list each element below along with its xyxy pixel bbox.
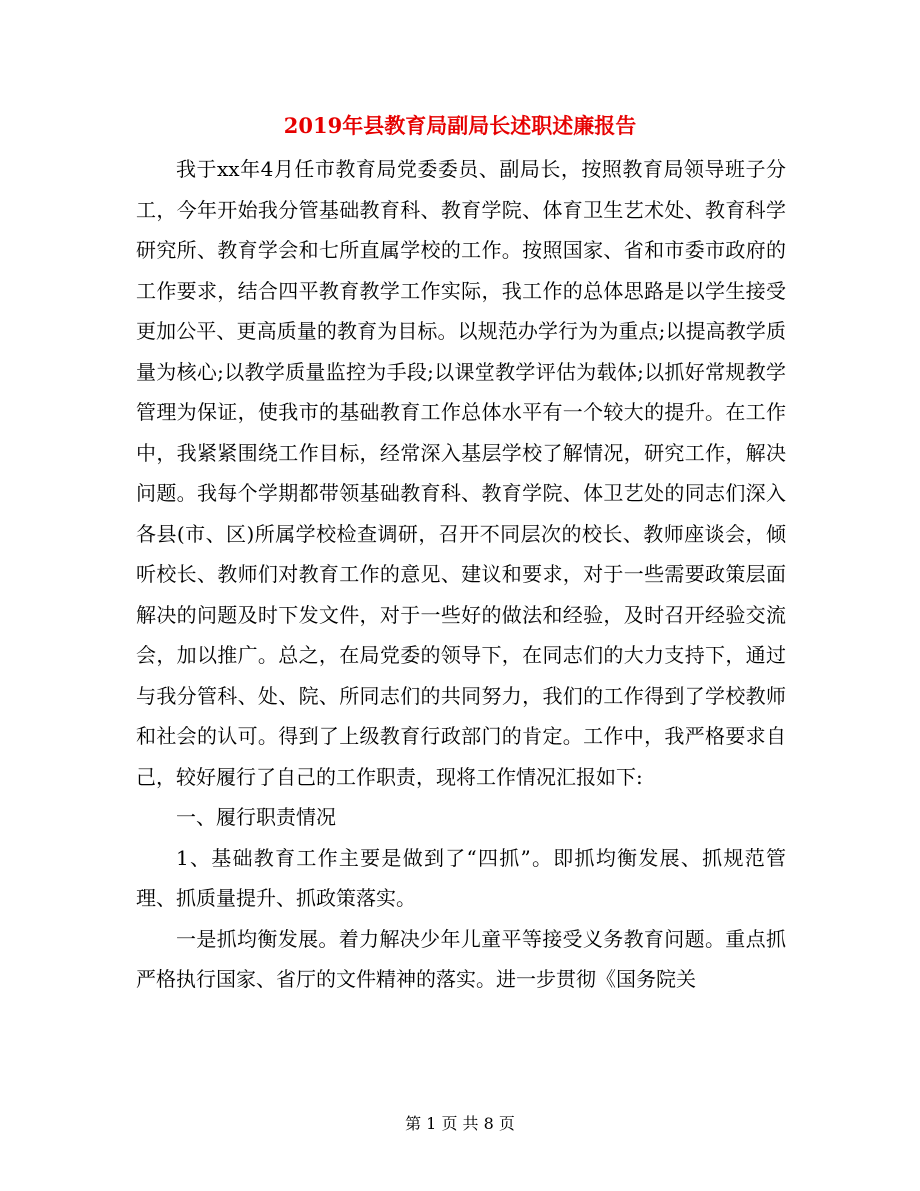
section-heading: 一、履行职责情况 bbox=[176, 805, 336, 829]
paragraph-four-grasps: 1、基础教育工作主要是做到了“四抓”。即抓均衡发展、抓规范管理、抓质量提升、抓政策落实。 bbox=[136, 845, 786, 910]
page-footer bbox=[0, 1112, 920, 1136]
page-number: 第 1 页 共 8 页 bbox=[405, 1114, 515, 1133]
document-body bbox=[136, 149, 786, 1000]
paragraph-intro: 我于xx年4月任市教育局党委委员、副局长，按照教育局领导班子分工，今年开始我分管基础教育科、教育学院、体育卫生艺术处、教育科学研究所、教育学会和七所直属学校的工作。按照国家、省和市委市政府的工作要求，结合四平教育教学工作实际，我工作的总体思路是以学生接受更加公平、更高质量的教育为目标。以规范办学行为为重点;以提高教学质量为核心;以教学质量监控为手段;以课堂教学评估为载体;以抓好常规教学管理为保证，使我市的基础教育工作总体水平有一个较大的提升。在工作中，我紧紧围绕工作目标，经常深入基层学校了解情况，研究工作，解决问题。我每个学期都带领基础教育科、教育学院、体卫艺处的同志们深入各县(市、区)所属学校检查调研，召开不同层次的校长、教师座谈会，倾听校长、教师们对教育工作的意见、建议和要求，对于一些需要政策层面解决的问题及时下发文件，对于一些好的做法和经验，及时召开经验交流会，加以推广。总之，在局党委的领导下，在同志们的大力支持下，通过与我分管科、处、院、所同志们的共同努力，我们的工作得到了学校教师和社会的认可。得到了上级教育行政部门的肯定。工作中，我严格要求自己，较好履行了自己的工作职责，现将工作情况汇报如下: bbox=[136, 157, 786, 789]
document-title: 2019年县教育局副局长述职述廉报告 bbox=[283, 113, 637, 138]
paragraph-balanced-development: 一是抓均衡发展。着力解决少年儿童平等接受义务教育问题。重点抓严格执行国家、省厅的文件精神的落实。进一步贯彻《国务院关 bbox=[136, 926, 786, 991]
